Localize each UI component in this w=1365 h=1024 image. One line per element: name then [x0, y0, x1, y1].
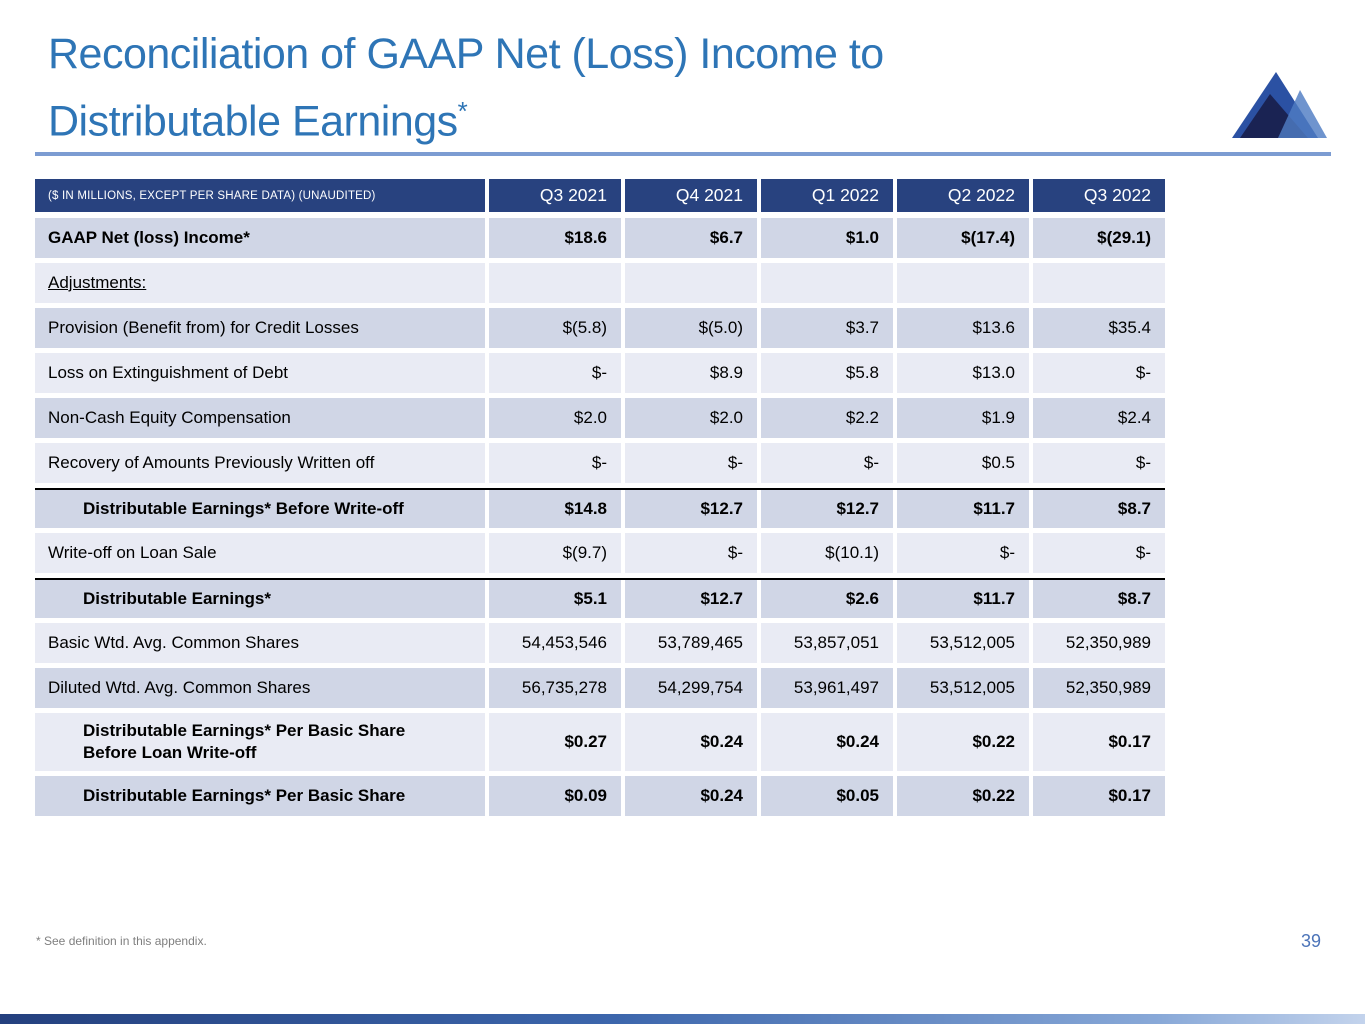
row-value-q3-2022: $(29.1) [1033, 218, 1165, 258]
row-value-q2-2022: $- [897, 533, 1029, 573]
table-row [35, 623, 1165, 663]
row-value-q4-2021: 54,299,754 [625, 668, 757, 708]
row-value-q1-2022: $(10.1) [761, 533, 893, 573]
row-value-q2-2022: $11.7 [897, 490, 1029, 528]
row-value-q2-2022: $13.0 [897, 353, 1029, 393]
row-value-q3-2022: 52,350,989 [1033, 623, 1165, 663]
column-header-q4-2021: Q4 2021 [625, 179, 757, 212]
row-value-q3-2021: $5.1 [489, 580, 621, 618]
row-value-q1-2022: 53,961,497 [761, 668, 893, 708]
row-value-q2-2022: $1.9 [897, 398, 1029, 438]
row-value-q3-2021: $2.0 [489, 398, 621, 438]
row-value-q2-2022: 53,512,005 [897, 623, 1029, 663]
slide-title [48, 26, 884, 150]
row-value-q1-2022: 53,857,051 [761, 623, 893, 663]
row-value-q4-2021: $- [625, 443, 757, 483]
footnote: * See definition in this appendix. [36, 934, 207, 948]
page-number: 39 [1300, 931, 1321, 951]
table-header-caption: ($ IN MILLIONS, EXCEPT PER SHARE DATA) (UNAUDITED) [35, 179, 485, 212]
row-value-q2-2022: $11.7 [897, 580, 1029, 618]
row-label: Write-off on Loan Sale [35, 533, 485, 573]
row-value-q3-2022: 52,350,989 [1033, 668, 1165, 708]
row-value-q3-2021: $18.6 [489, 218, 621, 258]
row-label: Basic Wtd. Avg. Common Shares [35, 623, 485, 663]
table-body [35, 218, 1165, 816]
row-value-q3-2021: $(9.7) [489, 533, 621, 573]
table-row [35, 353, 1165, 393]
row-value-q2-2022: $13.6 [897, 308, 1029, 348]
slide-title-line1: Reconciliation of GAAP Net (Loss) Income to [48, 30, 884, 78]
row-value-q3-2021: $(5.8) [489, 308, 621, 348]
column-header-q2-2022: Q2 2022 [897, 179, 1029, 212]
table-header-row [35, 179, 1165, 212]
table-row [35, 776, 1165, 816]
title-asterisk: * [457, 96, 468, 126]
row-value-q1-2022: $3.7 [761, 308, 893, 348]
row-value-q4-2021: $2.0 [625, 398, 757, 438]
row-label: Distributable Earnings* [35, 580, 485, 618]
row-value-q1-2022 [761, 263, 893, 303]
table-row [35, 263, 1165, 303]
row-value-q1-2022: $5.8 [761, 353, 893, 393]
row-label: Distributable Earnings* Per Basic Share Before Loan Write-off [35, 713, 485, 771]
table-row [35, 308, 1165, 348]
row-value-q3-2021: $0.27 [489, 713, 621, 771]
row-value-q3-2021: $- [489, 443, 621, 483]
column-header-q3-2021: Q3 2021 [489, 179, 621, 212]
row-value-q3-2022: $0.17 [1033, 713, 1165, 771]
row-value-q1-2022: $0.05 [761, 776, 893, 816]
row-value-q2-2022: $0.22 [897, 713, 1029, 771]
row-value-q2-2022: 53,512,005 [897, 668, 1029, 708]
table-row [35, 533, 1165, 573]
footer-accent-bar [0, 1014, 1365, 1024]
row-value-q3-2021: $- [489, 353, 621, 393]
row-value-q4-2021: 53,789,465 [625, 623, 757, 663]
title-divider-rule [35, 152, 1331, 156]
row-value-q4-2021 [625, 263, 757, 303]
row-value-q3-2022: $- [1033, 353, 1165, 393]
row-value-q3-2022: $0.17 [1033, 776, 1165, 816]
row-value-q3-2022: $- [1033, 533, 1165, 573]
row-label: Non-Cash Equity Compensation [35, 398, 485, 438]
row-value-q1-2022: $2.2 [761, 398, 893, 438]
row-label: Adjustments: [35, 263, 485, 303]
row-value-q4-2021: $0.24 [625, 776, 757, 816]
row-value-q3-2021: $0.09 [489, 776, 621, 816]
row-label: GAAP Net (loss) Income* [35, 218, 485, 258]
mountain-logo-icon [1226, 68, 1331, 152]
row-value-q1-2022: $- [761, 443, 893, 483]
row-value-q4-2021: $12.7 [625, 580, 757, 618]
row-value-q3-2022: $- [1033, 443, 1165, 483]
row-value-q2-2022 [897, 263, 1029, 303]
row-value-q1-2022: $1.0 [761, 218, 893, 258]
row-value-q4-2021: $6.7 [625, 218, 757, 258]
row-value-q4-2021: $(5.0) [625, 308, 757, 348]
row-value-q4-2021: $12.7 [625, 490, 757, 528]
column-header-q3-2022: Q3 2022 [1033, 179, 1165, 212]
row-label: Recovery of Amounts Previously Written off [35, 443, 485, 483]
table-row [35, 218, 1165, 258]
table-row [35, 398, 1165, 438]
row-value-q3-2021: $14.8 [489, 490, 621, 528]
row-label: Provision (Benefit from) for Credit Losses [35, 308, 485, 348]
reconciliation-table [35, 179, 1165, 821]
table-row [35, 488, 1165, 528]
row-value-q3-2022: $2.4 [1033, 398, 1165, 438]
row-label: Distributable Earnings* Before Write-off [35, 490, 485, 528]
row-value-q2-2022: $0.22 [897, 776, 1029, 816]
row-value-q3-2022: $8.7 [1033, 580, 1165, 618]
row-value-q4-2021: $- [625, 533, 757, 573]
table-row [35, 713, 1165, 771]
row-value-q3-2021 [489, 263, 621, 303]
row-value-q3-2022: $35.4 [1033, 308, 1165, 348]
row-value-q2-2022: $0.5 [897, 443, 1029, 483]
row-value-q2-2022: $(17.4) [897, 218, 1029, 258]
slide-title-line2: Distributable Earnings* [48, 96, 468, 146]
row-value-q4-2021: $8.9 [625, 353, 757, 393]
column-header-q1-2022: Q1 2022 [761, 179, 893, 212]
row-value-q3-2022: $8.7 [1033, 490, 1165, 528]
table-row [35, 443, 1165, 483]
table-row [35, 578, 1165, 618]
row-value-q3-2021: 56,735,278 [489, 668, 621, 708]
row-value-q4-2021: $0.24 [625, 713, 757, 771]
row-label: Loss on Extinguishment of Debt [35, 353, 485, 393]
row-value-q3-2021: 54,453,546 [489, 623, 621, 663]
row-value-q3-2022 [1033, 263, 1165, 303]
row-value-q1-2022: $12.7 [761, 490, 893, 528]
row-value-q1-2022: $2.6 [761, 580, 893, 618]
table-row [35, 668, 1165, 708]
row-label: Distributable Earnings* Per Basic Share [35, 776, 485, 816]
row-label: Diluted Wtd. Avg. Common Shares [35, 668, 485, 708]
row-value-q1-2022: $0.24 [761, 713, 893, 771]
